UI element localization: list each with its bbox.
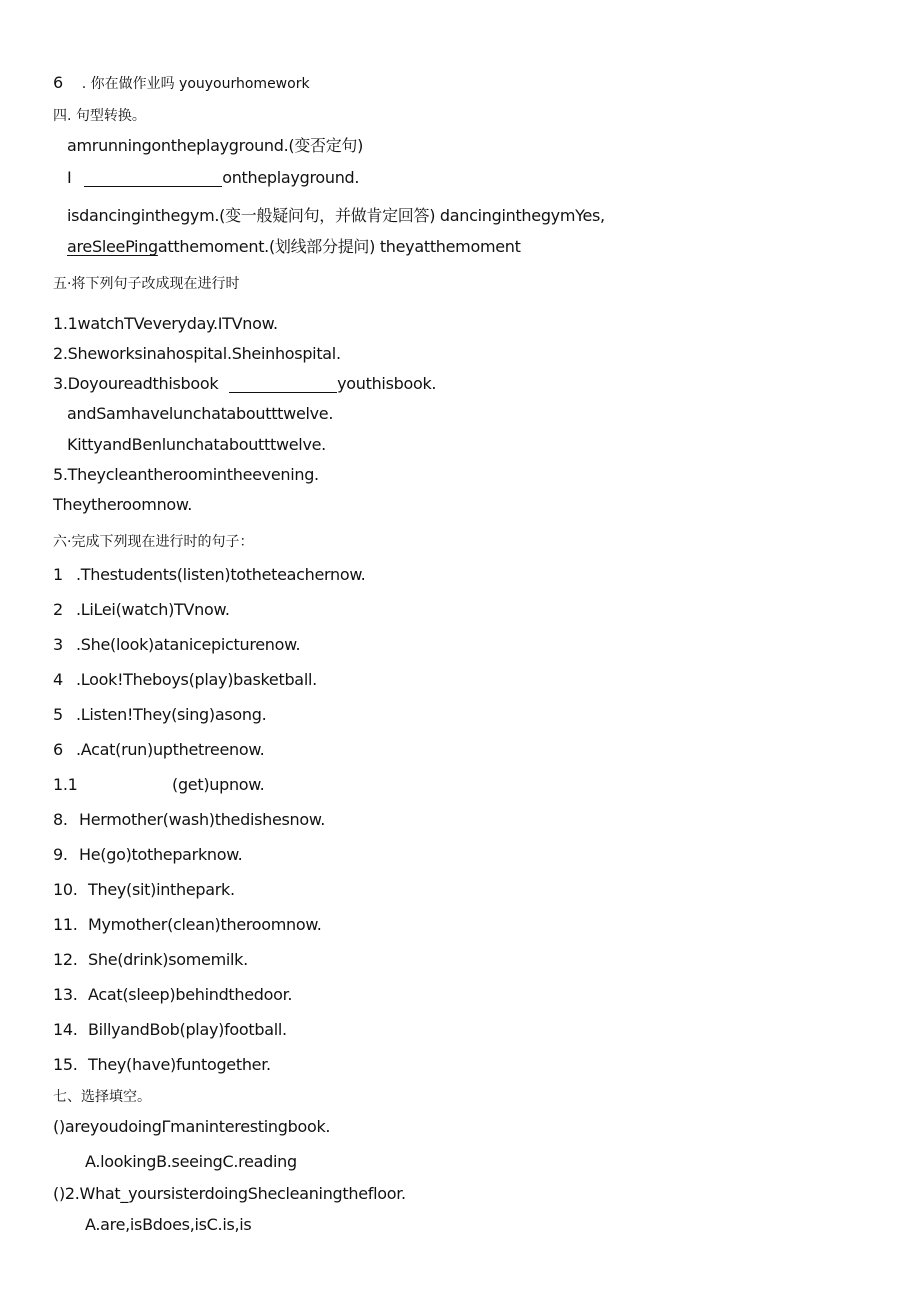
- exercise-line: [53, 742, 264, 758]
- exercise-line: [53, 847, 242, 863]
- exercise-line: [53, 917, 321, 933]
- exercise-line: ()2.What_yoursisterdoingShecleaningthefloor.: [53, 1184, 406, 1203]
- exercise-line: [53, 376, 436, 393]
- exercise-line: 2.Sheworksinahospital.Sheinhospital.: [53, 344, 341, 363]
- exercise-line: [53, 952, 248, 968]
- item-number: 8.: [53, 810, 68, 829]
- answer-blank[interactable]: [84, 170, 222, 187]
- exercise-line: Theytheroomnow.: [53, 495, 193, 514]
- item-number: 3: [53, 635, 63, 654]
- exercise-line: ()areyoudoingΓmaninterestingbook.: [53, 1117, 331, 1136]
- item-text: He(go)totheparknow.: [79, 845, 243, 864]
- exercise-line: [53, 987, 292, 1003]
- exercise-line: [53, 637, 300, 653]
- exercise-line: amrunningontheplayground.(变否定句): [67, 136, 364, 155]
- exercise-line: [67, 170, 359, 187]
- item-text: She(drink)somemilk.: [88, 950, 248, 969]
- exercise-line: KittyandBenlunchataboutttwelve.: [67, 435, 326, 454]
- item-text: youthisbook.: [337, 374, 437, 393]
- item-text: .She(look)atanicepicturenow.: [76, 635, 301, 654]
- answer-options: A.lookingB.seeingC.reading: [85, 1152, 297, 1171]
- item-number: 4: [53, 670, 63, 689]
- item-text: Hermother(wash)thedishesnow.: [79, 810, 325, 829]
- item-number: 6: [53, 740, 63, 759]
- exercise-line: 5.Theycleantheroomintheevening.: [53, 465, 319, 484]
- answer-blank[interactable]: [229, 376, 337, 393]
- exercise-line: [53, 1022, 287, 1038]
- item-number: 5: [53, 705, 63, 724]
- item-number: 12.: [53, 950, 78, 969]
- item-number: 14.: [53, 1020, 78, 1039]
- underlined-phrase: areSleePing: [67, 237, 158, 256]
- item-text: They(have)funtogether.: [88, 1055, 271, 1074]
- answer-options: A.are,isBdoes,isC.is,is: [85, 1215, 252, 1234]
- item-text: . 你在做作业吗 youyourhomework: [81, 76, 310, 92]
- exercise-line: [53, 75, 310, 91]
- item-number: 1.1: [53, 775, 78, 794]
- item-number: 9.: [53, 845, 68, 864]
- item-text: Acat(sleep)behindthedoor.: [88, 985, 293, 1004]
- item-text: (get)upnow.: [172, 775, 265, 794]
- item-number: 1: [53, 565, 63, 584]
- exercise-line: [53, 777, 264, 793]
- exercise-line: [53, 882, 235, 898]
- section-heading-7: 七、选择填空。: [53, 1089, 151, 1105]
- item-text: They(sit)inthepark.: [88, 880, 235, 899]
- item-text: BillyandBob(play)football.: [88, 1020, 287, 1039]
- item-text: atthemoment.(划线部分提问) theyatthemoment: [157, 237, 521, 256]
- section-heading-4: 四. 句型转换。: [53, 108, 146, 124]
- item-text: 3.Doyoureadthisbook: [53, 374, 219, 393]
- item-text: Mymother(clean)theroomnow.: [88, 915, 322, 934]
- item-text: .Look!Theboys(play)basketball.: [76, 670, 317, 689]
- exercise-line: [53, 672, 317, 688]
- item-number: 2: [53, 600, 63, 619]
- item-number: 15.: [53, 1055, 78, 1074]
- item-text: .Acat(run)upthetreenow.: [76, 740, 265, 759]
- exercise-line: [53, 1057, 271, 1073]
- item-text: .Listen!They(sing)asong.: [76, 705, 267, 724]
- item-number: 13.: [53, 985, 78, 1004]
- item-number: 10.: [53, 880, 78, 899]
- exercise-line: andSamhavelunchataboutttwelve.: [67, 404, 334, 423]
- exercise-line: [53, 707, 266, 723]
- exercise-line: [53, 812, 325, 828]
- item-text: .Thestudents(listen)totheteachernow.: [76, 565, 366, 584]
- item-number: 6: [53, 73, 63, 92]
- section-heading-5: 五·将下列句子改成现在进行时: [53, 276, 240, 292]
- exercise-line: isdancinginthegym.(变一般疑问句，并做肯定回答) dancinginthegymYes,: [67, 206, 605, 225]
- exercise-line: [53, 567, 365, 583]
- section-heading-6: 六·完成下列现在进行时的句子：: [53, 534, 254, 550]
- exercise-line: [53, 602, 230, 618]
- exercise-line: 1.1watchTVeveryday.ITVnow.: [53, 314, 278, 333]
- item-text: .LiLei(watch)TVnow.: [76, 600, 230, 619]
- item-text: ontheplayground.: [222, 168, 360, 187]
- item-text: I: [67, 168, 72, 187]
- exercise-line: [67, 239, 521, 255]
- item-number: 11.: [53, 915, 78, 934]
